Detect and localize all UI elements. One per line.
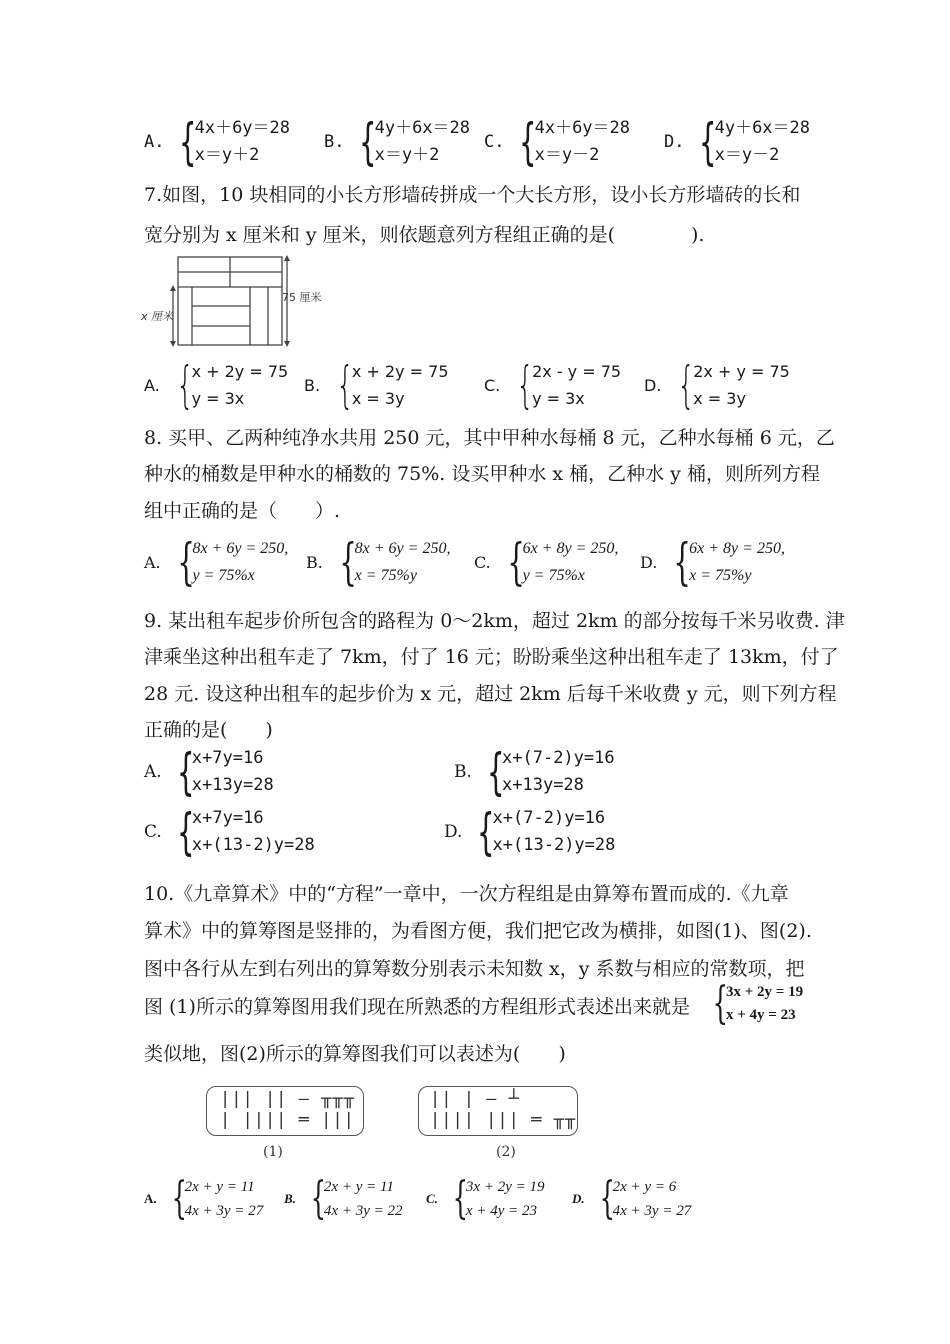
q10-a-eq1: 2x + y = 11	[184, 1179, 255, 1195]
q6-option-b: B. { 4y＋6x＝28 x＝y＋2	[324, 113, 471, 171]
q7-a-eq1: x + 2y = 75	[191, 362, 289, 381]
q10-text-line2: 算术》中的算筹图是竖排的，为看图方便，我们把它改为横排，如图(1)、图(2).	[144, 920, 812, 942]
q8-text-line3: 组中正确的是（ ）.	[144, 500, 341, 522]
q10-a-eq2: 4x + 3y = 27	[184, 1203, 264, 1219]
q10-b-eq2: 4x + 3y = 22	[323, 1203, 403, 1219]
rod-figure-1-row1: ||| || — ╥╥╥	[220, 1089, 355, 1109]
q10-example-eq1: 3x + 2y = 19	[726, 984, 804, 1000]
q7-b-eq2: x = 3y	[351, 389, 405, 408]
q6-c-eq1: 4x＋6y＝28	[534, 118, 631, 138]
q7-option-a: A. { x + 2y = 75 y = 3x	[144, 356, 289, 414]
q8-option-b: B. { 8x + 6y = 250, x = 75%y	[306, 533, 451, 591]
q9-text-line4: 正确的是( )	[144, 719, 273, 741]
q7-d-eq1: 2x + y = 75	[693, 362, 790, 381]
q7-text-line1: 7.如图，10 块相同的小长方形墙砖拼成一个大长方形，设小长方形墙砖的长和	[144, 184, 801, 206]
q8-d-eq1: 6x + 8y = 250,	[689, 540, 785, 557]
q6-a-eq2: x＝y＋2	[194, 145, 260, 165]
q10-option-b: B. { 2x + y = 11 4x + 3y = 22	[284, 1173, 403, 1224]
rod-figure-2-row2: |||| ||| ═ ╥╥	[430, 1110, 577, 1130]
q6-b-eq1: 4y＋6x＝28	[374, 118, 471, 138]
q10-option-a: A. { 2x + y = 11 4x + 3y = 27	[144, 1173, 264, 1224]
q10-text-line5: 类似地，图(2)所示的算筹图我们可以表述为( )	[144, 1043, 566, 1065]
figure-label-75: 75 厘米	[282, 291, 322, 304]
q9-b-eq2: x+13y=28	[502, 775, 584, 795]
q10-b-eq1: 2x + y = 11	[323, 1179, 394, 1195]
q9-text-line3: 28 元. 设这种出租车的起步价为 x 元，超过 2km 后每千米收费 y 元，则下列方程	[144, 683, 837, 705]
q9-option-a: A. { x+7y=16 x+13y=28	[144, 743, 274, 801]
rod-figure-1-row2: | |||| ═ |||	[220, 1110, 355, 1130]
q9-option-c: C. { x+7y=16 x+(13-2)y=28	[144, 803, 315, 861]
q6-option-d: D. { 4y＋6x＝28 x＝y－2	[664, 113, 811, 171]
q6-b-eq2: x＝y＋2	[374, 145, 440, 165]
q9-a-eq1: x+7y=16	[191, 748, 264, 768]
q10-d-eq1: 2x + y = 6	[612, 1179, 677, 1195]
q10-text-line3: 图中各行从左到右列出的算筹数分别表示未知数 x，y 系数与相应的常数项，把	[144, 958, 805, 980]
rod-figure-2-row1: || | — ┴	[430, 1089, 520, 1109]
figure-label-x: x 厘米	[141, 310, 174, 323]
q6-d-eq1: 4y＋6x＝28	[714, 118, 811, 138]
q9-d-eq2: x+(13-2)y=28	[492, 835, 616, 855]
q9-text-line1: 9. 某出租车起步价所包含的路程为 0～2km，超过 2km 的部分按每千米另收费. 津	[144, 610, 845, 632]
q7-text-line2: 宽分别为 x 厘米和 y 厘米，则依题意列方程组正确的是( ).	[144, 224, 705, 246]
q9-option-b: B. { x+(7-2)y=16 x+13y=28	[454, 743, 615, 801]
q8-option-a: A. { 8x + 6y = 250, y = 75%x	[144, 533, 289, 591]
q7-option-d: D. { 2x + y = 75 x = 3y	[644, 356, 790, 414]
q6-option-a: A. { 4x＋6y＝28 x＝y＋2	[144, 113, 291, 171]
q10-c-eq2: x + 4y = 23	[465, 1203, 537, 1219]
q8-option-d: D. { 6x + 8y = 250, x = 75%y	[640, 533, 785, 591]
q6-c-eq2: x＝y－2	[534, 145, 600, 165]
q9-a-eq2: x+13y=28	[191, 775, 274, 795]
q10-text-line4: 图 (1)所示的算筹图用我们现在所熟悉的方程组形式表述出来就是	[144, 996, 690, 1018]
q9-b-eq1: x+(7-2)y=16	[502, 748, 615, 768]
q9-d-eq1: x+(7-2)y=16	[492, 808, 606, 828]
q10-example-eq2: x + 4y = 23	[726, 1007, 796, 1023]
q6-d-eq2: x＝y－2	[714, 145, 780, 165]
q10-text-line1: 10.《九章算术》中的“方程”一章中，一次方程组是由算筹布置而成的.《九章	[144, 883, 789, 905]
q10-option-d: D. { 2x + y = 6 4x + 3y = 27	[572, 1173, 692, 1224]
q8-b-eq2: x = 75%y	[354, 567, 417, 584]
q8-c-eq1: 6x + 8y = 250,	[522, 540, 619, 557]
q6-a-eq1: 4x＋6y＝28	[194, 118, 291, 138]
q9-c-eq2: x+(13-2)y=28	[191, 835, 315, 855]
q7-c-eq1: 2x - y = 75	[532, 362, 622, 381]
q9-text-line2: 津乘坐这种出租车走了 7km，付了 16 元；盼盼乘坐这种出租车走了 13km，付了	[144, 646, 839, 668]
q7-a-eq2: y = 3x	[191, 389, 245, 408]
q10-example-system: { 3x + 2y = 19 x + 4y = 23	[712, 978, 804, 1029]
q7-option-b: B. { x + 2y = 75 x = 3y	[304, 356, 449, 414]
rod-figure-1-caption: (1)	[263, 1144, 283, 1160]
q8-a-eq1: 8x + 6y = 250,	[192, 540, 289, 557]
rod-figure-2-caption: (2)	[496, 1144, 516, 1160]
q8-d-eq2: x = 75%y	[689, 567, 752, 584]
q10-option-c: C. { 3x + 2y = 19 x + 4y = 23	[426, 1173, 545, 1224]
q9-option-d: D. { x+(7-2)y=16 x+(13-2)y=28	[444, 803, 616, 861]
q8-text-line2: 种水的桶数是甲种水的桶数的 75%. 设买甲种水 x 桶，乙种水 y 桶，则所列方程	[144, 463, 820, 485]
q8-text-line1: 8. 买甲、乙两种纯净水共用 250 元，其中甲种水每桶 8 元，乙种水每桶 6 元，乙	[144, 427, 835, 449]
q7-d-eq2: x = 3y	[693, 389, 746, 408]
q8-a-eq2: y = 75%x	[192, 567, 255, 584]
q8-c-eq2: y = 75%x	[522, 567, 585, 584]
q9-c-eq1: x+7y=16	[191, 808, 264, 828]
q10-c-eq1: 3x + 2y = 19	[465, 1179, 545, 1195]
q7-b-eq1: x + 2y = 75	[351, 362, 449, 381]
q8-b-eq1: 8x + 6y = 250,	[354, 540, 451, 557]
q7-option-c: C. { 2x - y = 75 y = 3x	[484, 356, 622, 414]
q7-c-eq2: y = 3x	[532, 389, 585, 408]
q6-option-c: C. { 4x＋6y＝28 x＝y－2	[484, 113, 631, 171]
q8-option-c: C. { 6x + 8y = 250, y = 75%x	[474, 533, 619, 591]
q10-d-eq2: 4x + 3y = 27	[612, 1203, 692, 1219]
